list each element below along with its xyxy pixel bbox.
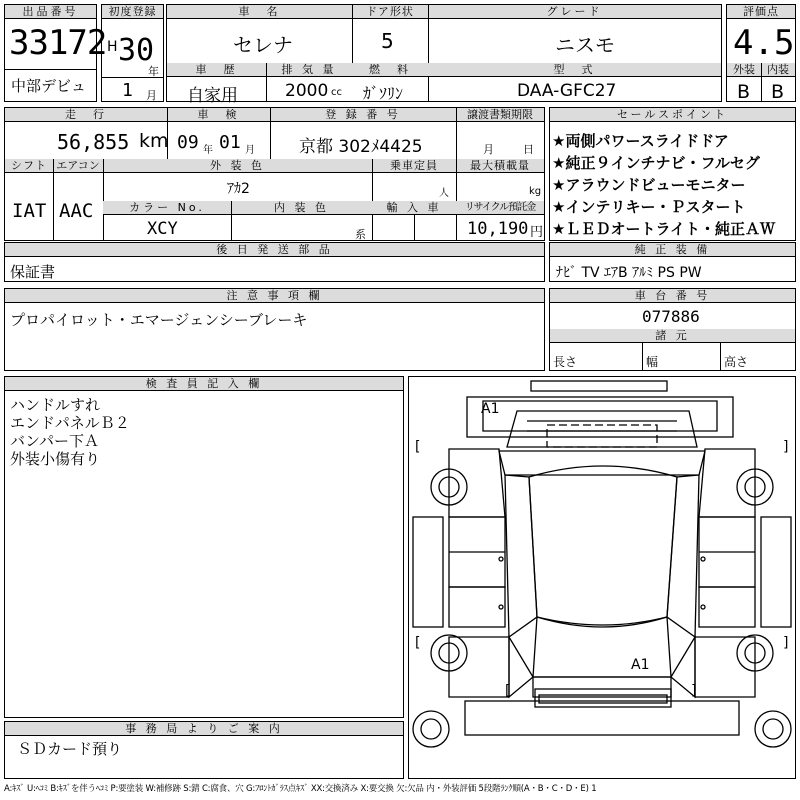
score-box (726, 4, 796, 102)
height-label: 高さ (724, 355, 749, 369)
exterior-label: 外装 (727, 63, 761, 77)
interior-grade: B (771, 81, 785, 103)
inspection-year: 09 (177, 132, 199, 153)
year-unit: 年 (148, 65, 159, 78)
office-label: 事 務 局 よ り ご 案 内 (5, 722, 403, 736)
legend-footer: A:ｷｽﾞ U:ﾍｺﾐ B:ｷｽﾞを伴うﾍｺﾐ P:要塗装 W:補修跡 S:錆 C:腐食、穴 G:ﾌﾛﾝﾄｶﾞﾗｽ点ｷｽﾞ XX:交換済み X:要交換 欠:欠品 内・外装評価 5段階ﾗﾝｸ順(A・B・C・D・E) 1 (4, 784, 597, 794)
inspector-note-1: ハンドルすれ (10, 396, 101, 414)
later-parts-value: 保証書 (10, 263, 56, 281)
grade-value: ニスモ (555, 33, 615, 57)
office-box (4, 721, 404, 779)
name-door-grade-box (166, 4, 722, 106)
first-reg-month: 1 (122, 80, 133, 101)
interior-color-label: 内 装 色 (231, 201, 372, 215)
displacement-label: 排 気 量 (266, 63, 352, 77)
first-reg-year: 30 (118, 33, 155, 68)
notes-box (4, 288, 545, 371)
history-value: 自家用 (187, 86, 238, 106)
inspector-note-4: 外装小傷有り (10, 450, 101, 468)
color-no-value: XCY (147, 219, 178, 239)
bracket-left-top: [ (415, 439, 421, 455)
fuel-value: ｶﾞｿﾘﾝ (363, 84, 404, 103)
dims-label: 諸 元 (550, 329, 795, 343)
history-label: 車 歴 (167, 63, 266, 77)
sales-points-label: セールスポイント (550, 108, 795, 122)
model-label: 型 式 (428, 63, 721, 77)
inspector-note-2: エンドパネルＢ２ (10, 414, 130, 432)
mileage-unit: km (139, 130, 169, 152)
car-name: セレナ (233, 33, 293, 57)
first-reg-label: 初度登録 (102, 5, 163, 19)
color-label: 外 装 色 (103, 159, 372, 173)
bracket-right-bottom: ] (691, 683, 697, 699)
door-value: 5 (381, 29, 394, 53)
bracket-left-bottom: [ (505, 683, 511, 699)
inspector-note-3: バンパー下Ａ (10, 432, 99, 450)
bracket-right-top: ] (783, 439, 789, 455)
shift-value: IAT (12, 200, 47, 222)
lot-label: 出品番号 (5, 5, 96, 19)
lot-box (4, 4, 107, 102)
displacement-value: 2000 (285, 81, 329, 101)
car-damage-diagram (408, 376, 796, 779)
equipment-value: ﾅﾋﾞ TV ｴｱB ｱﾙﾐ PS PW (556, 265, 702, 281)
model-value: DAA-GFC27 (517, 81, 617, 101)
sales-point-5: ★ＬＥＤオートライト・純正ＡＷ (552, 220, 775, 238)
mileage-label: 走 行 (5, 108, 167, 122)
notes-value: プロパイロット・エマージェンシーブレーキ (10, 311, 308, 329)
debut-label: 中部デビュ (11, 77, 87, 95)
equipment-box (549, 242, 796, 282)
office-value: ＳＤカード預り (17, 740, 123, 758)
damage-mark-rear: A1 (631, 657, 650, 673)
grade-label: グレード (428, 5, 721, 19)
inspection-label: 車 検 (167, 108, 270, 122)
import-label: 輸 入 車 (372, 201, 456, 215)
capacity-unit: 人 (439, 188, 449, 199)
mileage-value: 56,855 (57, 130, 130, 154)
damage-mark-front: A1 (481, 401, 500, 417)
sales-point-3: ★アラウンドビューモニター (552, 176, 746, 194)
insp-year-unit: 年 (203, 145, 213, 156)
inspector-label: 検 査 員 記 入 欄 (5, 377, 403, 391)
sales-point-2: ★純正９インチナビ・フルセグ (552, 154, 760, 172)
recycle-value: 10,190 (467, 219, 529, 239)
bracket-left-mid: [ (415, 635, 421, 651)
fuel-label: 燃 料 (352, 63, 428, 77)
sales-point-1: ★両側パワースライドドア (552, 132, 729, 150)
car-outline (409, 377, 795, 778)
chassis-box (549, 288, 796, 371)
recycle-unit: 円 (530, 225, 544, 240)
equipment-label: 純 正 装 備 (550, 243, 795, 257)
name-label: 車 名 (167, 5, 352, 19)
insp-month-unit: 月 (245, 145, 255, 156)
inspection-month: 01 (219, 132, 241, 153)
transfer-month: 月 (483, 143, 494, 156)
sales-point-4: ★インテリキー・Ｐスタート (552, 198, 746, 216)
exterior-grade: B (737, 81, 751, 103)
recycle-label: リサイクル預託金 (456, 201, 544, 215)
interior-label: 内装 (761, 63, 795, 77)
era: H (107, 39, 118, 55)
score-label: 評価点 (727, 5, 795, 19)
notes-label: 注 意 事 項 欄 (5, 289, 544, 303)
ac-value: AAC (59, 200, 94, 222)
transfer-day: 日 (523, 143, 534, 156)
load-label: 最大積載量 (456, 159, 544, 173)
interior-color-unit: 系 (355, 228, 366, 241)
first-registration-box (101, 4, 164, 102)
transfer-label: 譲渡書類期限 (456, 108, 544, 122)
registration-label: 登 録 番 号 (270, 108, 456, 122)
width-label: 幅 (646, 355, 659, 369)
shift-label: シフト (5, 159, 53, 173)
color-no-label: カラー No. (103, 201, 231, 215)
displacement-unit: cc (331, 87, 342, 98)
sales-points-box (549, 107, 796, 241)
score-value: 4.5 (733, 23, 795, 63)
door-label: ドア形状 (352, 5, 428, 19)
vehicle-info-table (4, 107, 545, 241)
chassis-label: 車 台 番 号 (550, 289, 795, 303)
bracket-right-mid: ] (783, 635, 789, 651)
ac-label: エアコン (53, 159, 103, 173)
later-parts-label: 後 日 発 送 部 品 (5, 243, 544, 257)
load-unit: kg (529, 186, 542, 197)
lot-number: 33172 (9, 23, 107, 63)
capacity-label: 乗車定員 (372, 159, 456, 173)
month-unit: 月 (146, 89, 157, 102)
later-parts-box (4, 242, 545, 282)
chassis-number: 077886 (642, 307, 700, 326)
registration-number: 京都 302ﾒ4425 (299, 137, 423, 157)
color-value: ｱｶ2 (227, 181, 250, 197)
length-label: 長さ (553, 355, 578, 369)
inspector-box (4, 376, 404, 718)
